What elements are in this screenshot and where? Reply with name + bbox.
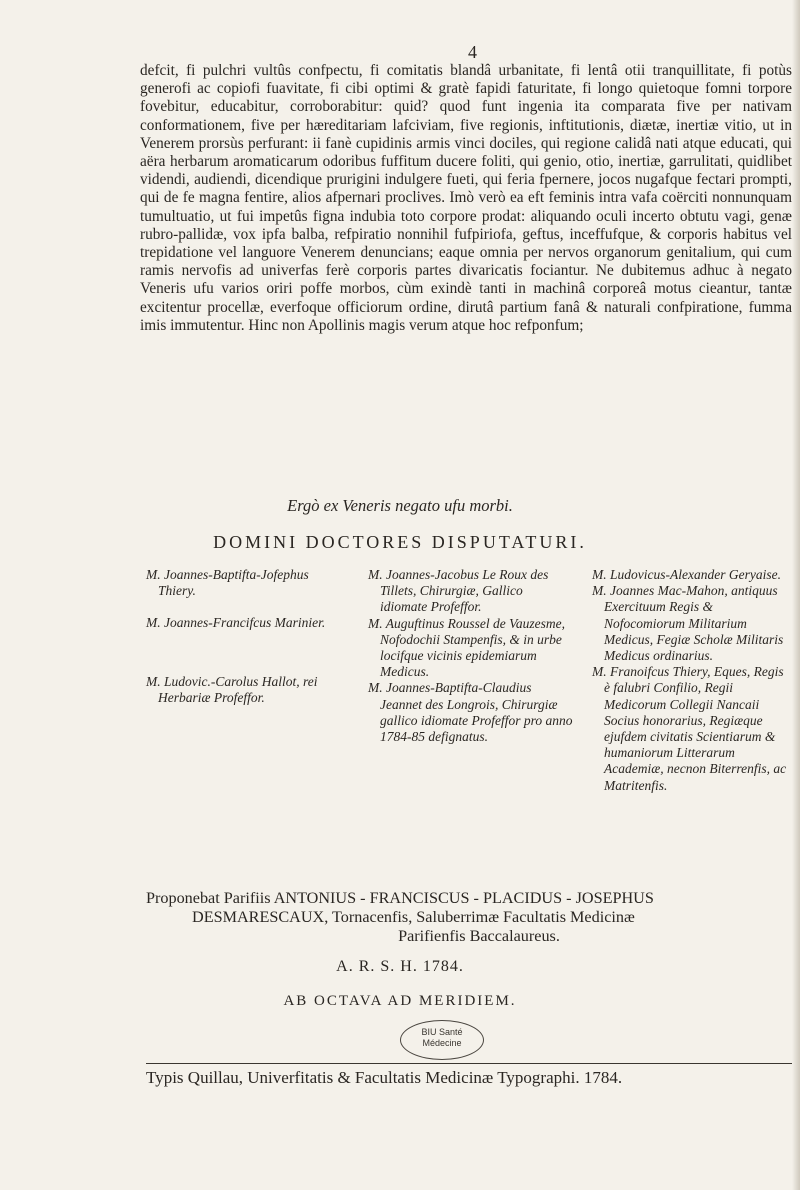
section-heading: DOMINI DOCTORES DISPUTATURI. [213,532,587,552]
library-stamp [400,1020,484,1060]
date-line: A. R. S. H. 1784. [336,958,464,975]
proponent-line-2: DESMARESCAUX, Tornacenfis, Saluberrimæ Facultatis Medicinæ [192,908,635,926]
divider-rule [146,1063,792,1064]
proponent-line-3: Parifienfis Baccalaureus. [398,927,560,945]
stamp-line-1: BIU Santé [421,1027,463,1037]
page-number: 4 [468,42,477,62]
printer-line: Typis Quillau, Univerfitatis & Facultatis Medicinæ Typographi. 1784. [146,1068,623,1087]
doctors-column-2 [368,567,573,745]
doctor-entry: M. Joannes-Jacobus Le Roux des Tillets, Chirurgiæ, Gallico idiomate Profeffor. [368,567,549,615]
doctor-entry: M. Joannes-Baptifta-Claudius Jeannet des Longrois, Chirurgiæ gallico idiomate Profeffor pro anno 1784-85 defignatus. [368,680,573,745]
doctors-column-1 [146,567,346,724]
doctor-entry: M. Ludovicus-Alexander Geryaise. [592,567,781,582]
stamp-line-2: Médecine [422,1038,462,1048]
doctor-entry: M. Joannes-Baptifta-Jofephus Thiery. [146,567,309,599]
body-paragraph: defcit, fi pulchri vultûs confpectu, fi comitatis blandâ urbanitate, fi lentâ otii tranquillitate, fi potùs generofi ac copiofi fuavitate, fi cibi optimi & gratè fapidi faturitate, fi longo quietoque fomni torpore fovebitur, educabitur, corroborabitur: quid? quod funt ingenia ita comparata five per nativam conformationem, five per hæreditariam lafciviam, five regionis, inftitutionis, diætæ, inertiæ vitio, ut in Venerem prorsùs perfurant: ii fanè cupidinis armis vinci dociles, qui regione calidâ nati atque educati, qui aëra herbarum aromaticarum odoribus fuffitum ducere foliti, qui genio, otio, inertiæ, garrulitati, quidlibet videndi, audiendi, dicendique prurigini indulgere fueti, qui feria fpernere, jocos nugafque fectari prompti, qui de fe magna fentire, alios afpernari proclives. Imò verò ea eft feminis intra vafa coërciti nonnunquam tumultuatio, ut fui impetûs figna indubia toto corpore prodat: aliquando oculi incerto obtutu vagi, genæ rubro-pallidæ, vox ipfa balba, refpiratio nonnihil fufpiriofa, geftus, inceffufque, & corporis habitus vel trepidatione vel languore Venerem denuncians; eaque omnia per nervos organorum genitalium, qui cum ramis nervofis ad univerfas ferè corporis partes divaricatis fociantur. Ne dubitemus adhuc à negato Veneris ufu varios oriri poffe morbos, cùm exindè tanti in machinâ corporeâ motus cieantur, tantæ excitentur procellæ, everfoque officiorum ordine, dirutâ partium fanâ & naturali confpiratione, fumma imis immutentur. Hinc non Apollinis magis verum atque hoc refponfum; [140,62,792,334]
doctor-entry: M. Auguftinus Roussel de Vauzesme, Nofodochii Stampenfis, & in urbe locifque vicinis epidemiarum Medicus. [368,615,565,680]
doctor-entry: M. Joannes-Francifcus Marinier. [146,615,326,631]
doctor-entry: M. Ludovic.-Carolus Hallot, rei Herbariæ Profeffor. [146,673,318,705]
doctors-column-3 [592,567,792,794]
proponent-block [146,889,798,946]
conclusion-line: Ergò ex Veneris negato ufu morbi. [287,496,513,515]
doctor-entry: M. Joannes Mac-Mahon, antiquus Exercituum Regis & Nofocomiorum Militarium Medicus, Fegiæ Scholæ Militaris Medicus ordinarius. [592,583,784,664]
doctor-entry: M. Franoifcus Thiery, Eques, Regis è falubri Confilio, Regii Medicorum Collegii Nancaii Socius honorarius, Regiæque ejufdem civitatis Scientiarum & humaniorum Litterarum Academiæ, necnon Biterrenfis, ac Matritenfis. [592,664,787,793]
proponent-line-1: Proponebat Parifiis ANTONIUS - FRANCISCUS - PLACIDUS - JOSEPHUS [146,889,654,907]
page-edge-shadow [792,0,800,1190]
hour-line: AB OCTAVA AD MERIDIEM. [283,993,517,1009]
